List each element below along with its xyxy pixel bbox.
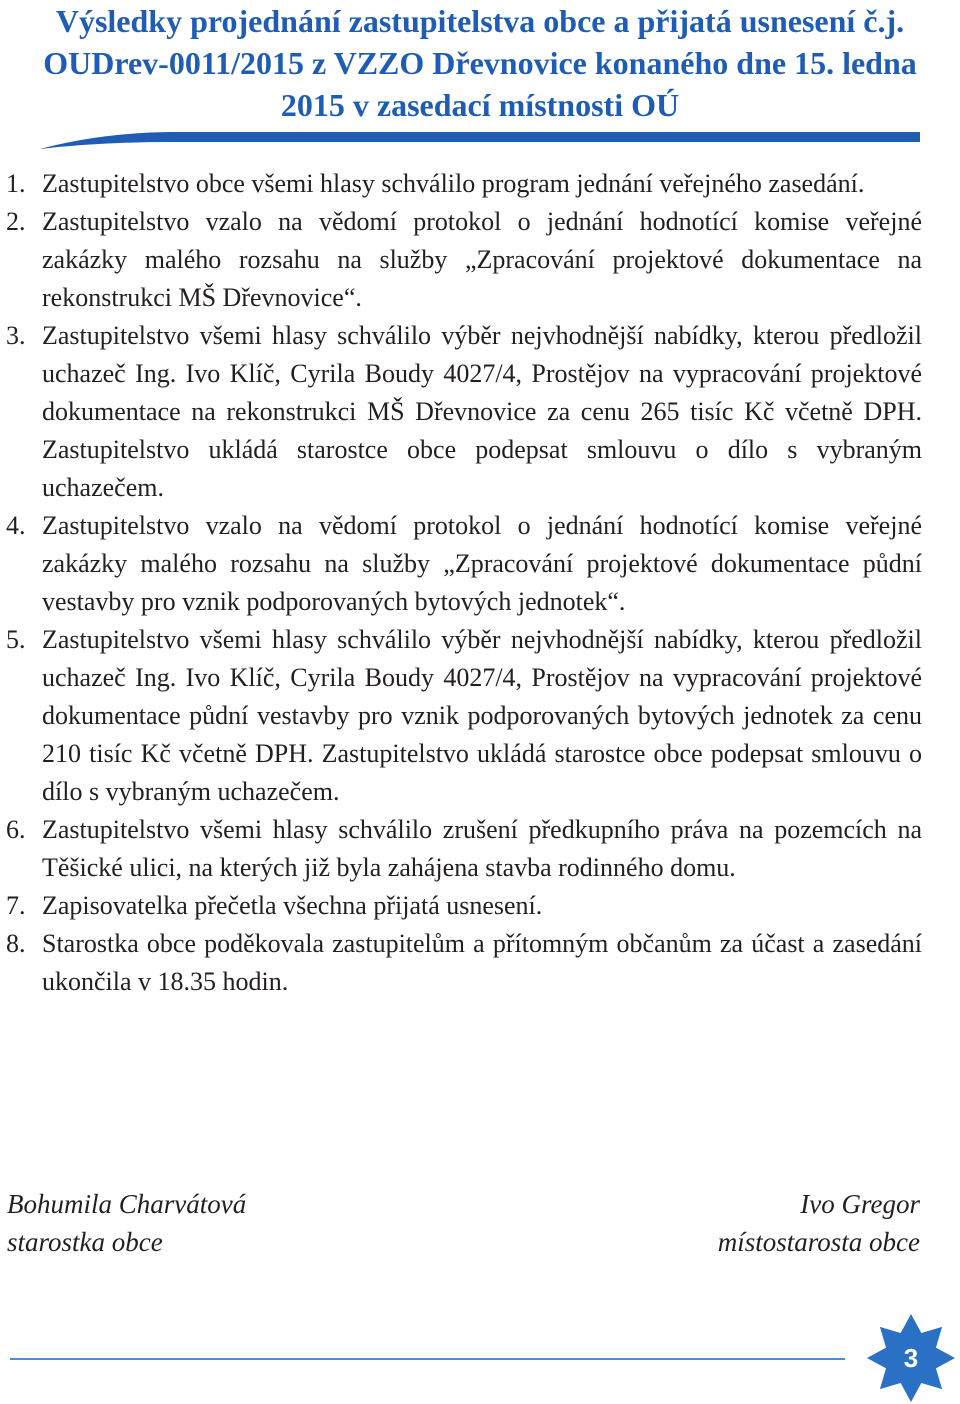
item-number: 1. (6, 169, 26, 198)
list-item (0, 507, 922, 621)
list-item (0, 621, 922, 811)
item-text: Zastupitelstvo obce všemi hlasy schválilo program jednání veřejného zasedání. (42, 169, 865, 198)
resolutions-list (0, 165, 922, 1001)
item-text: Zapisovatelka přečetla všechna přijatá usnesení. (42, 891, 543, 920)
header-divider (40, 129, 920, 151)
signatory-role: místostarosta obce (717, 1227, 920, 1257)
item-text: Zastupitelstvo všemi hlasy schválilo výběr nejvhodnější nabídky, kterou předložil uchazeč Ing. Ivo Klíč, Cyrila Boudy 4027/4, Prostějov na vypracování projektové dokumentace na rekonstrukci MŠ Dřevnovice za cenu 265 tisíc Kč včetně DPH. Zastupitelstvo ukládá starostce obce podepsat smlouvu o dílo s vybraným uchazečem. (42, 321, 922, 502)
list-item (0, 165, 922, 203)
list-item (0, 317, 922, 507)
page-title: Výsledky projednání zastupitelstva obce a přijatá usnesení č.j. OUDrev-0011/2015 z VZZO Dřevnovice konaného dne 15. ledna 2015 v zasedací místnosti OÚ (43, 3, 917, 123)
footer-divider (10, 1358, 845, 1360)
item-number: 7. (6, 891, 26, 920)
item-text: Zastupitelstvo vzalo na vědomí protokol o jednání hodnotící komise veřejné zakázky malého rozsahu na služby „Zpracování projektové dokumentace půdní vestavby pro vznik podporovaných bytových jednotek“. (42, 511, 922, 616)
list-item (0, 203, 922, 317)
resolutions-section (0, 165, 922, 1001)
item-number: 4. (6, 511, 26, 540)
item-number: 5. (6, 625, 26, 654)
item-text: Zastupitelstvo vzalo na vědomí protokol o jednání hodnotící komise veřejné zakázky malého rozsahu na služby „Zpracování projektové dokumentace na rekonstrukci MŠ Dřevnovice“. (42, 207, 922, 312)
list-item (0, 887, 922, 925)
item-number: 8. (6, 929, 26, 958)
document-header (40, 0, 920, 126)
signature-deputy-mayor (718, 1185, 920, 1261)
item-text: Zastupitelstvo všemi hlasy schválilo zrušení předkupního práva na pozemcích na Těšické ulici, na kterých již byla zahájena stavba rodinného domu. (42, 815, 922, 882)
item-number: 3. (6, 321, 26, 350)
signatory-name: Ivo Gregor (800, 1189, 920, 1219)
list-item (0, 811, 922, 887)
item-text: Starostka obce poděkovala zastupitelům a přítomným občanům za účast a zasedání ukončila v 18.35 hodin. (42, 929, 922, 996)
item-number: 6. (6, 815, 26, 844)
signatory-role: starostka obce (7, 1227, 163, 1257)
signatory-name: Bohumila Charvátová (7, 1189, 247, 1219)
list-item (0, 925, 922, 1001)
item-number: 2. (6, 207, 26, 236)
signature-mayor (7, 1185, 246, 1261)
item-text: Zastupitelstvo všemi hlasy schválilo výběr nejvhodnější nabídky, kterou předložil uchazeč Ing. Ivo Klíč, Cyrila Boudy 4027/4, Prostějov na vypracování projektové dokumentace půdní vestavby pro vznik podporovaných bytových jednotek za cenu 210 tisíc Kč včetně DPH. Zastupitelstvo ukládá starostce obce podepsat smlouvu o dílo s vybraným uchazečem. (42, 625, 922, 806)
page-number: 3 (903, 1343, 919, 1373)
